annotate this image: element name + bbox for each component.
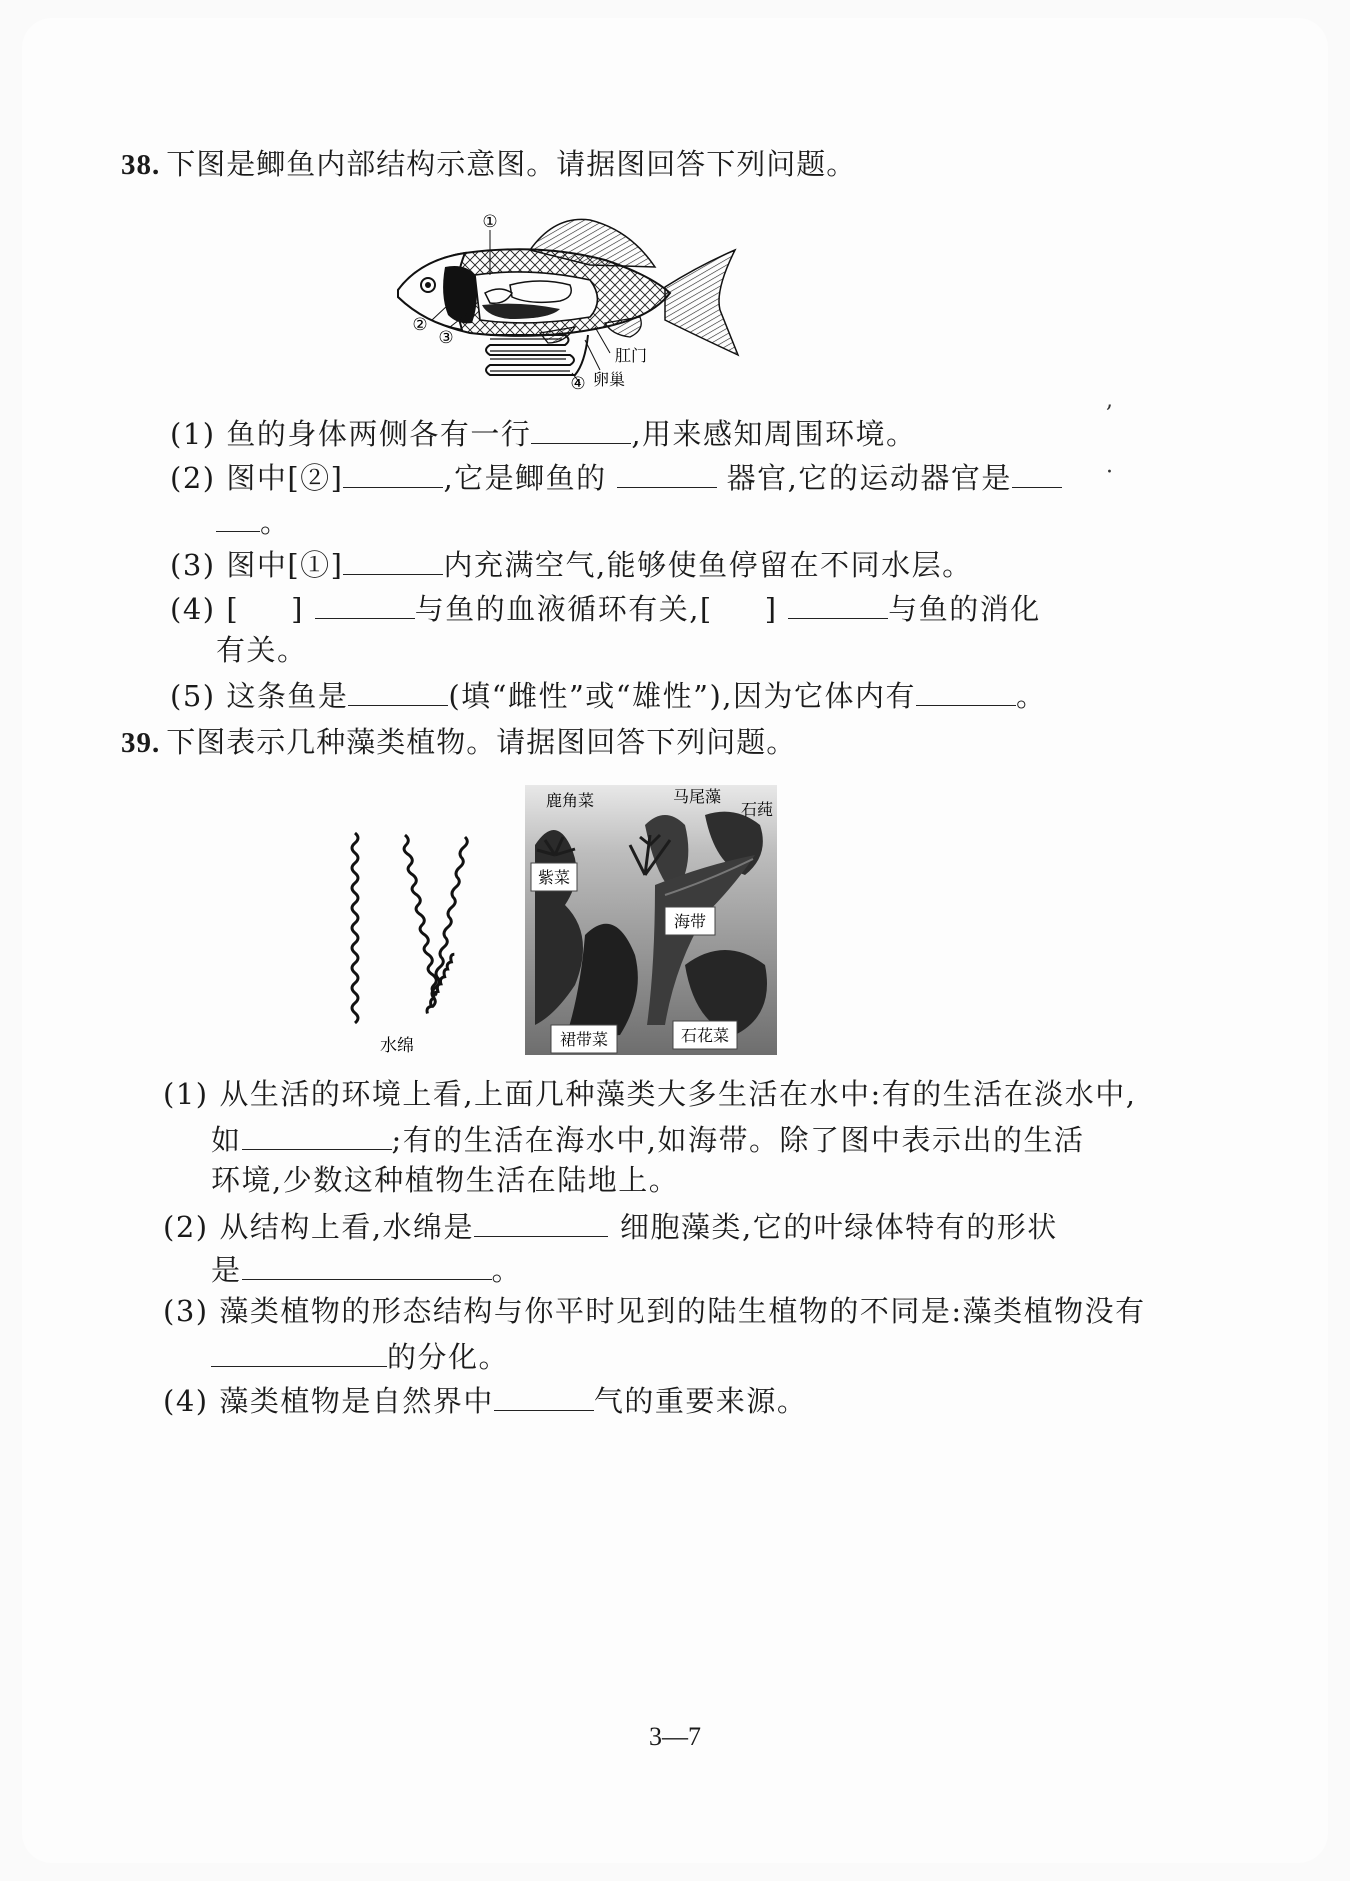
fish-diagram: [390, 205, 750, 400]
q39-item-3: (3) 藻类植物的形态结构与你平时见到的陆生植物的不同是:藻类植物没有: [163, 1294, 1146, 1328]
label-spirogyra: 水绵: [380, 1036, 414, 1055]
scan-mark: ·: [1106, 460, 1113, 485]
answer-blank[interactable]: [916, 679, 1016, 706]
spirogyra-figure: [335, 825, 495, 1055]
answer-blank[interactable]: [343, 461, 443, 488]
q39-stem: 下图表示几种藻类植物。请据图回答下列问题。: [166, 725, 797, 759]
q38-title: [121, 142, 856, 183]
seaweed-photo: [525, 785, 777, 1055]
label-zicai: 紫菜: [537, 868, 571, 887]
answer-blank[interactable]: [531, 417, 631, 444]
answer-blank[interactable]: [617, 461, 717, 488]
label-lujiaocai: 鹿角菜: [545, 791, 595, 810]
scan-mark: ,: [1106, 388, 1113, 413]
q38-item-1: (1) 鱼的身体两侧各有一行 ,用来感知周围环境。: [170, 417, 917, 451]
q38-item-2: (2) 图中[②] ,它是鲫鱼的 器官,它的运动器官是: [170, 461, 1062, 493]
answer-blank[interactable]: [494, 1384, 594, 1411]
tail-fin: [665, 250, 738, 355]
answer-blank[interactable]: [242, 1253, 492, 1280]
fish-label-3: ③: [438, 328, 454, 348]
label-haidai: 海带: [673, 912, 707, 931]
fish-figure: [390, 205, 750, 400]
spirogyra-drawing: [335, 825, 495, 1055]
q39-item-2: (2) 从结构上看,水绵是 细胞藻类,它的叶绿体特有的形状: [163, 1210, 1058, 1244]
intestine: [486, 335, 588, 375]
answer-blank[interactable]: [348, 679, 448, 706]
answer-blank[interactable]: [343, 548, 443, 575]
label-shichun: 石莼: [740, 800, 773, 819]
q39-item-1-cont-b: 环境,少数这种植物生活在陆地上。: [211, 1163, 680, 1197]
answer-blank[interactable]: [474, 1210, 608, 1237]
filament-4: [416, 953, 464, 1013]
answer-blank[interactable]: [1012, 461, 1062, 488]
answer-blank[interactable]: [315, 592, 415, 619]
page-number: 3—7: [649, 1722, 701, 1751]
answer-blank[interactable]: [216, 505, 260, 532]
q38-item-4: (4) [ ] 与鱼的血液循环有关,[ ] 与鱼的消化: [170, 592, 1041, 626]
q39-number: 39.: [121, 727, 161, 759]
q39-item-1-cont-a: 如 ;有的生活在海水中,如海带。除了图中表示出的生活: [211, 1123, 1085, 1157]
q38-item-3: (3) 图中[①] 内充满空气,能够使鱼停留在不同水层。: [170, 548, 973, 582]
label-shihuacai: 石花菜: [680, 1026, 730, 1045]
fish-label-ovary: 卵巢: [593, 370, 626, 389]
answer-blank[interactable]: [788, 592, 888, 619]
fish-label-4: ④: [570, 374, 586, 394]
q39-item-2-cont: 是 。: [211, 1253, 523, 1287]
fish-label-1: ①: [482, 212, 498, 232]
label-maweizao: 马尾藻: [672, 787, 722, 806]
q39-item-1: (1) 从生活的环境上看,上面几种藻类大多生活在水中:有的生活在淡水中,: [163, 1077, 1137, 1111]
q39-title: [121, 720, 796, 761]
filament-2: [404, 835, 437, 995]
swim-bladder: [510, 281, 571, 302]
answer-blank[interactable]: [211, 1340, 387, 1367]
answer-blank[interactable]: [242, 1123, 392, 1150]
seaweed-illustration: [525, 785, 777, 1055]
q38-item-5: (5) 这条鱼是 (填“雌性”或“雄性”),因为它体内有 。: [170, 679, 1047, 713]
q39-item-4: (4) 藻类植物是自然界中 气的重要来源。: [163, 1384, 808, 1418]
q38-item-4-cont: 有关。: [216, 633, 308, 667]
gill: [443, 266, 477, 323]
filament-1: [352, 833, 358, 1023]
q39-item-3-cont: 的分化。: [211, 1340, 509, 1372]
q38-item-2-cont: 。: [216, 505, 291, 537]
label-qundaicai: 裙带菜: [559, 1030, 609, 1049]
q38-stem: 下图是鲫鱼内部结构示意图。请据图回答下列问题。: [166, 147, 857, 181]
fish-label-anus: 肛门: [615, 346, 648, 365]
fish-label-2: ②: [412, 315, 428, 335]
q38-number: 38.: [121, 149, 161, 181]
